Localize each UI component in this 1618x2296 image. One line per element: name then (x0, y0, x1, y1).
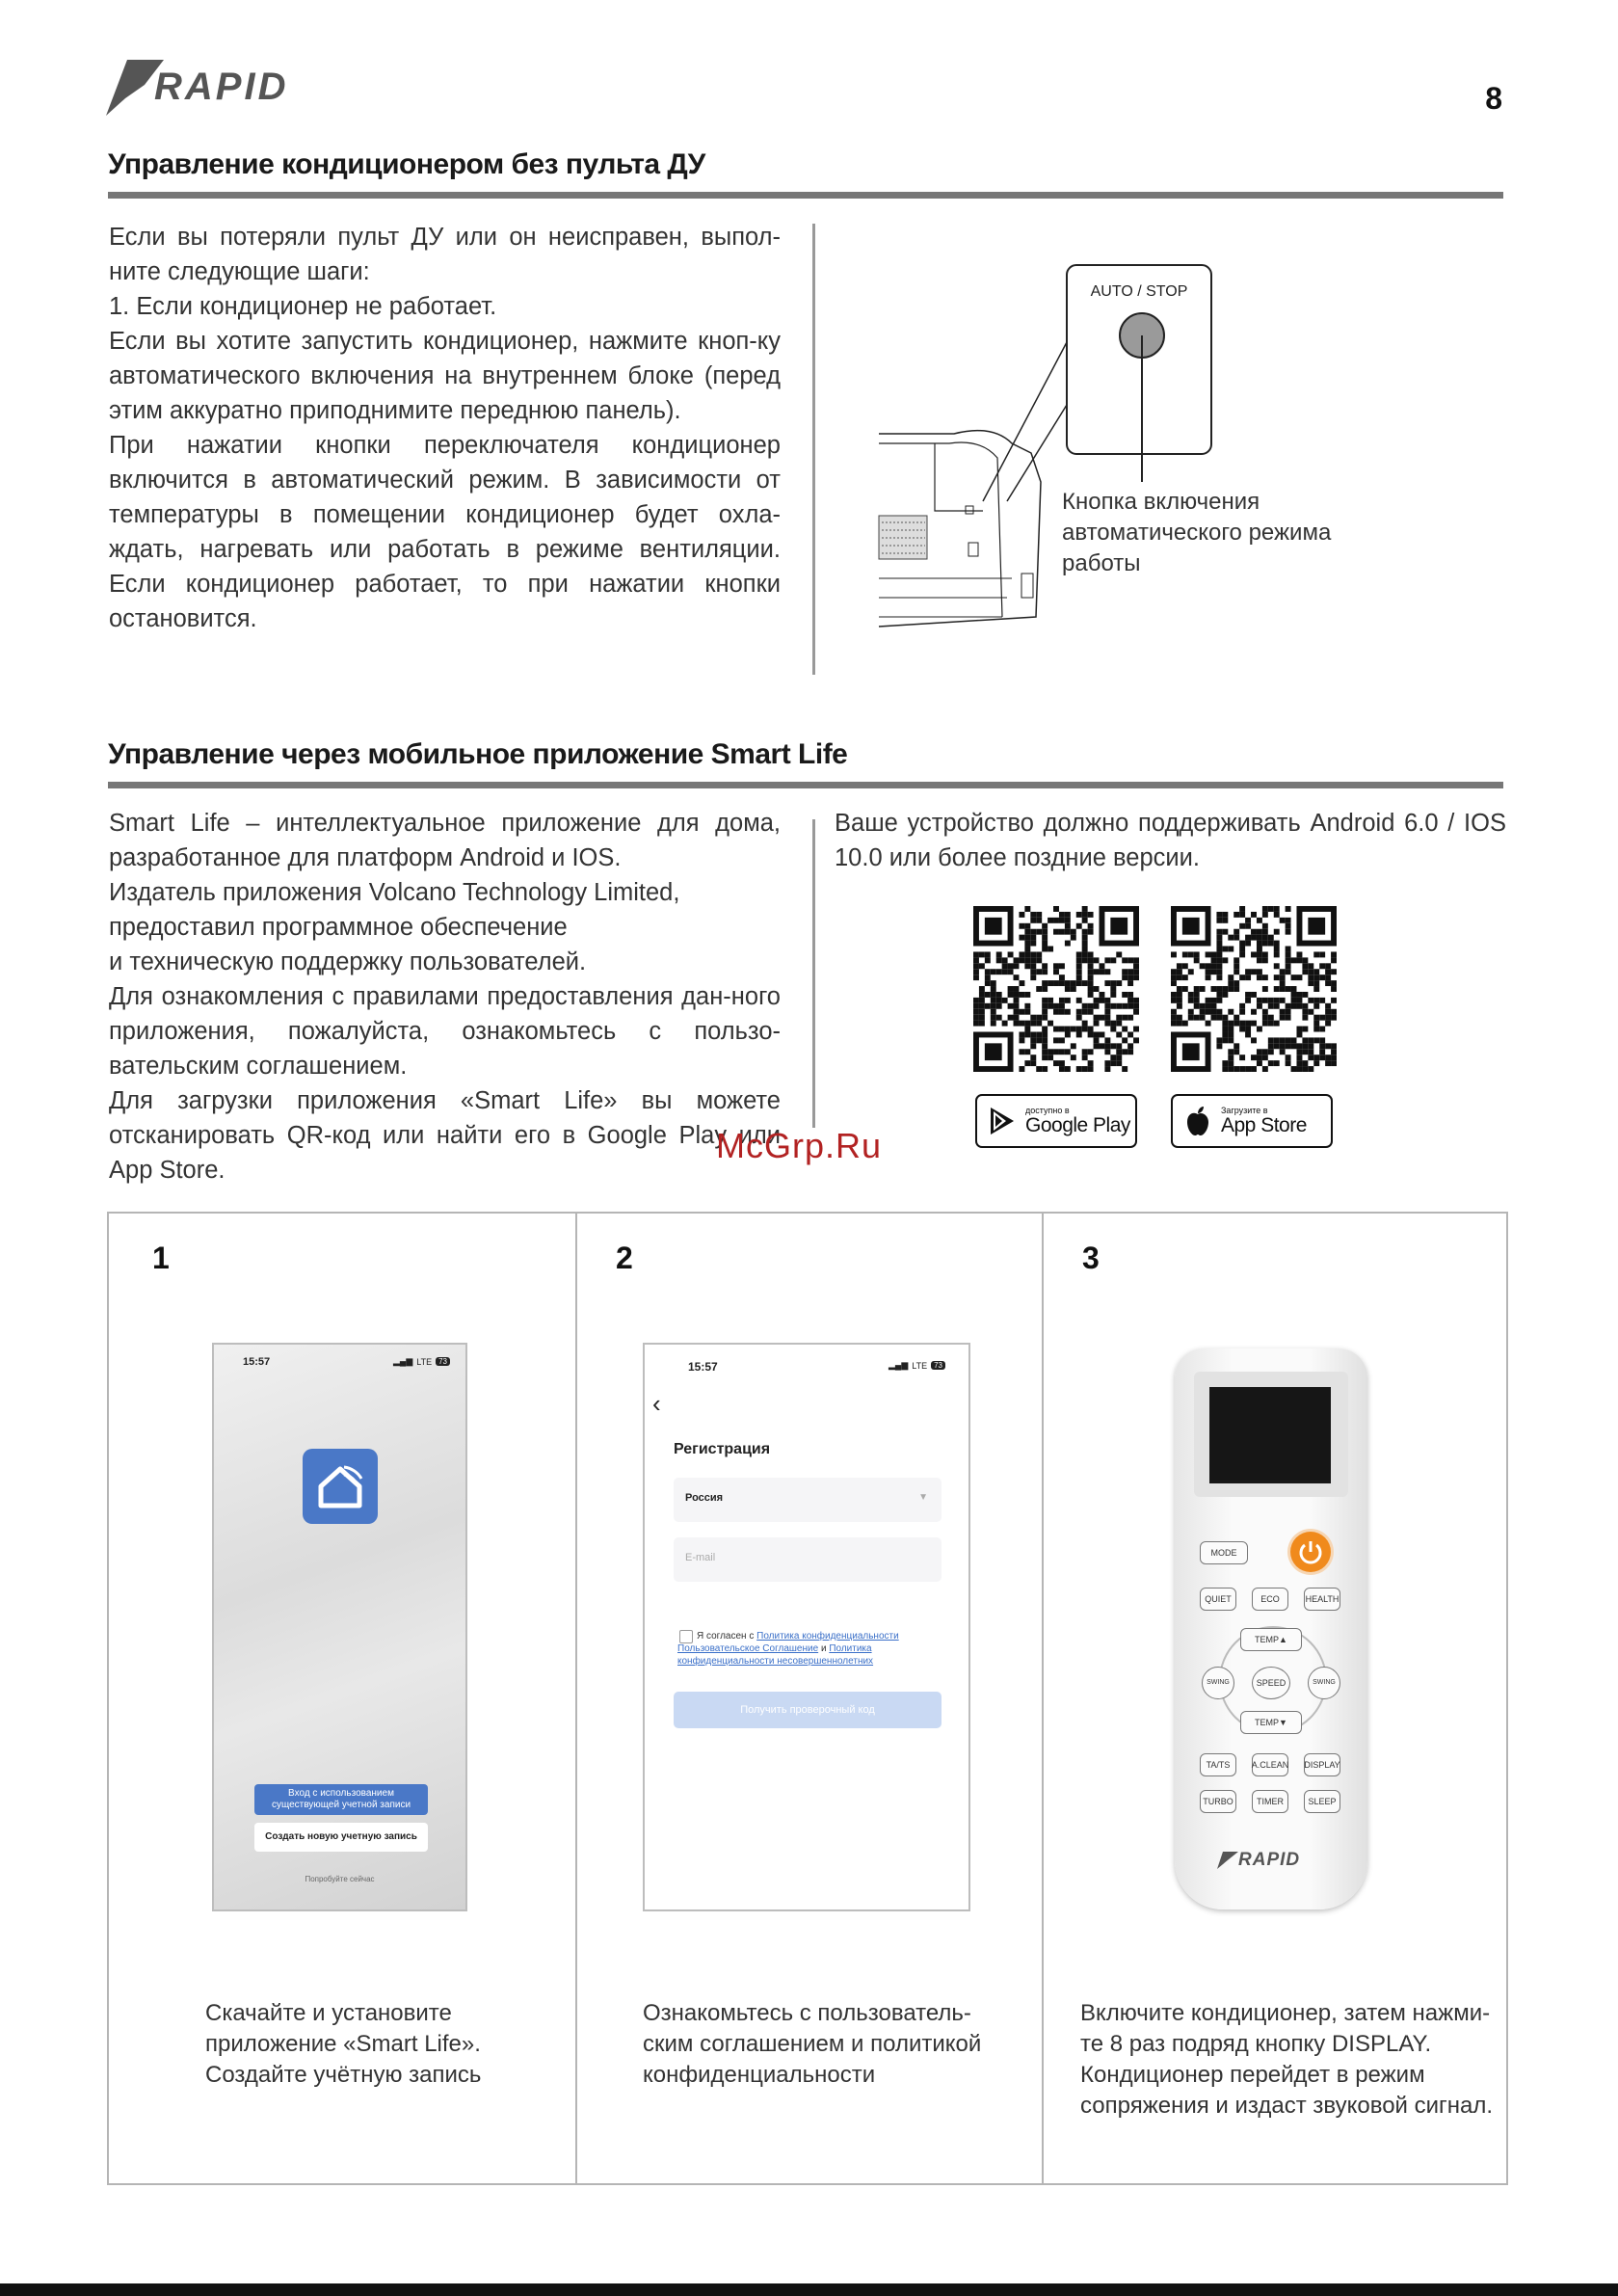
step-3 (1042, 1214, 1506, 2183)
power-button[interactable] (1290, 1532, 1331, 1572)
mode-button[interactable]: MODE (1200, 1541, 1248, 1564)
section1-para: 1. Если кондиционер не работает. (109, 293, 497, 320)
section2-title: Управление через мобильное приложение Smart Life (108, 738, 848, 770)
caption-line: Включите кондиционер, затем нажми- (1080, 2000, 1491, 2026)
step-number: 3 (1082, 1241, 1100, 1275)
section2-text (109, 806, 781, 1188)
section2-rule (108, 782, 1503, 788)
remote-display-bezel (1194, 1372, 1348, 1497)
timer-button[interactable]: TIMER (1252, 1790, 1288, 1813)
tats-button[interactable]: TA/TS (1200, 1753, 1236, 1776)
caption-line: Ознакомьтесь с пользователь- (643, 2000, 971, 2026)
apple-badge-big: App Store (1221, 1114, 1307, 1136)
brand-logo (106, 56, 371, 120)
agree-prefix: Я согласен с (697, 1631, 755, 1642)
google-play-badge[interactable] (975, 1094, 1137, 1148)
caption-line: Кондиционер перейдет в режим (1080, 2062, 1425, 2088)
network-label: LTE (912, 1360, 928, 1371)
section1-para: При нажатии кнопки переключателя кондиционер включится в автоматический режим. В зависимости от температуры в помещении кондиционер будет охла-ждать, нагревать или работать в режиме вентиляции. Если кондиционер работает, то при нажатии кнопки остановится. (109, 432, 781, 632)
back-icon[interactable]: ‹ (652, 1389, 661, 1418)
remote-logo: RAPID (1238, 1850, 1301, 1870)
speed-button[interactable]: SPEED (1252, 1667, 1290, 1699)
smart-life-app-icon (303, 1449, 378, 1524)
phone-screen-registration (643, 1343, 970, 1911)
signal-icon: ▂▄▆ (393, 1356, 413, 1366)
eco-button[interactable]: ECO (1252, 1588, 1288, 1611)
get-code-button[interactable]: Получить проверочный код (674, 1692, 942, 1728)
power-icon (1290, 1532, 1331, 1572)
country-value: Россия (685, 1492, 724, 1504)
login-button[interactable]: Вход с использованием существующей учетной записи (254, 1784, 428, 1815)
page-number: 8 (1485, 81, 1502, 116)
qr-code-google[interactable] (973, 906, 1139, 1072)
section1-para: Если вы потеряли пульт ДУ или он неисправен, выпол-ните следующие шаги: (109, 224, 781, 285)
section2-para: Для загрузки приложения «Smart Life» вы можете отсканировать QR-код или найти его в Google Play или App Store. (109, 1087, 781, 1184)
step-caption (643, 1998, 1028, 2091)
status-bar (393, 1356, 450, 1367)
swing-left-button[interactable]: SWING (1202, 1667, 1234, 1699)
health-button[interactable]: HEALTH (1304, 1588, 1340, 1611)
apple-icon (1184, 1106, 1211, 1136)
privacy-policy-link[interactable]: Политика конфиденциальности (756, 1631, 899, 1642)
rapid-logo-icon (106, 56, 371, 120)
create-account-button[interactable]: Создать новую учетную запись (254, 1823, 428, 1852)
caption-line: конфиденциальности (643, 2062, 876, 2088)
logo-text: RAPID (154, 66, 289, 108)
battery-icon: 73 (436, 1357, 450, 1366)
step-caption (205, 1998, 552, 2091)
step-2 (575, 1214, 1044, 2183)
caption-line: приложение «Smart Life». (205, 2031, 481, 2057)
temp-down-button[interactable]: TEMP▼ (1240, 1711, 1302, 1734)
google-badge-small: доступно в (1025, 1106, 1070, 1115)
remote-display (1209, 1387, 1331, 1483)
caption-line: те 8 раз подряд кнопку DISPLAY. (1080, 2031, 1432, 2057)
agree-and: и (820, 1643, 827, 1654)
minors-policy-link[interactable]: Политика конфиденциальности несовершеннолетних (677, 1643, 874, 1667)
steps-panel (107, 1212, 1508, 2185)
step-caption (1080, 1998, 1495, 2122)
bottom-bar (0, 2283, 1618, 2296)
caption-line: Скачайте и установите (205, 2000, 452, 2026)
qr-code-icon (973, 906, 1139, 1072)
caption-line: ским соглашением и политикой (643, 2031, 982, 2057)
app-store-badge[interactable] (1171, 1094, 1333, 1148)
agreement-text (677, 1630, 947, 1668)
section1-rule (108, 192, 1503, 199)
column-divider (812, 819, 815, 1128)
caption-line: Создайте учётную запись (205, 2062, 482, 2088)
section2-para: Smart Life – интеллектуальное приложение для дома, разработанное для платформ Android и IOS. (109, 810, 781, 871)
sleep-button[interactable]: SLEEP (1304, 1790, 1340, 1813)
swing-right-button[interactable]: SWING (1308, 1667, 1340, 1699)
home-icon (315, 1461, 365, 1511)
caption-line: сопряжения и издаст звуковой сигнал. (1080, 2093, 1494, 2119)
remote-control (1175, 1348, 1367, 1909)
watermark: McGrp.Ru (716, 1126, 883, 1165)
turbo-button[interactable]: TURBO (1200, 1790, 1236, 1813)
qr-code-icon (1171, 906, 1337, 1072)
display-button[interactable]: DISPLAY (1304, 1753, 1340, 1776)
status-time: 15:57 (243, 1356, 271, 1368)
user-agreement-link[interactable]: Пользовательское Соглашение (677, 1643, 819, 1654)
battery-icon: 73 (931, 1361, 945, 1370)
email-placeholder: E-mail (685, 1552, 716, 1563)
auto-mode-callout: Кнопка включения автоматического режима работы (1062, 489, 1332, 576)
auto-stop-label: AUTO / STOP (1090, 283, 1188, 300)
google-badge-big: Google Play (1025, 1114, 1130, 1136)
step-1 (109, 1214, 577, 2183)
qr-code-apple[interactable] (1171, 906, 1337, 1072)
section1-title: Управление кондиционером без пульта ДУ (108, 148, 705, 180)
quiet-button[interactable]: QUIET (1200, 1588, 1236, 1611)
registration-title: Регистрация (674, 1441, 771, 1457)
section2-para: Для ознакомления с правилами предоставления дан-ного приложения, пожалуйста, ознакомьтесь с пользо-вательским соглашением. (109, 983, 781, 1080)
requirements-text: Ваше устройство должно поддерживать Android 6.0 / IOS 10.0 или более поздние версии. (835, 810, 1506, 871)
try-now-link[interactable]: Попробуйте сейчас (305, 1875, 375, 1883)
step-number: 1 (152, 1241, 170, 1275)
section2-para: и техническую поддержку пользователей. (109, 948, 587, 975)
chevron-down-icon: ▼ (918, 1492, 928, 1503)
google-play-icon (989, 1107, 1016, 1135)
aclean-button[interactable]: A.CLEAN (1252, 1753, 1288, 1776)
temp-up-button[interactable]: TEMP▲ (1240, 1628, 1302, 1651)
section1-para: Если вы хотите запустить кондиционер, нажмите кноп-ку автоматического включения на внутреннем блоке (перед этим аккуратно приподнимите переднюю панель). (109, 328, 781, 424)
signal-icon: ▂▄▆ (889, 1360, 909, 1370)
apple-badge-small: Загрузите в (1221, 1106, 1268, 1115)
network-label: LTE (416, 1356, 433, 1367)
status-bar (889, 1360, 945, 1371)
remote-logo-icon (1217, 1852, 1238, 1869)
section1-text (109, 220, 781, 636)
column-divider (812, 224, 815, 675)
section2-para: Издатель приложения Volcano Technology Limited, предоставил программное обеспечение (109, 879, 680, 941)
step-number: 2 (616, 1241, 633, 1275)
email-field[interactable] (674, 1537, 942, 1582)
country-select[interactable] (674, 1478, 942, 1522)
status-time: 15:57 (688, 1360, 718, 1374)
phone-screen-welcome (212, 1343, 467, 1911)
